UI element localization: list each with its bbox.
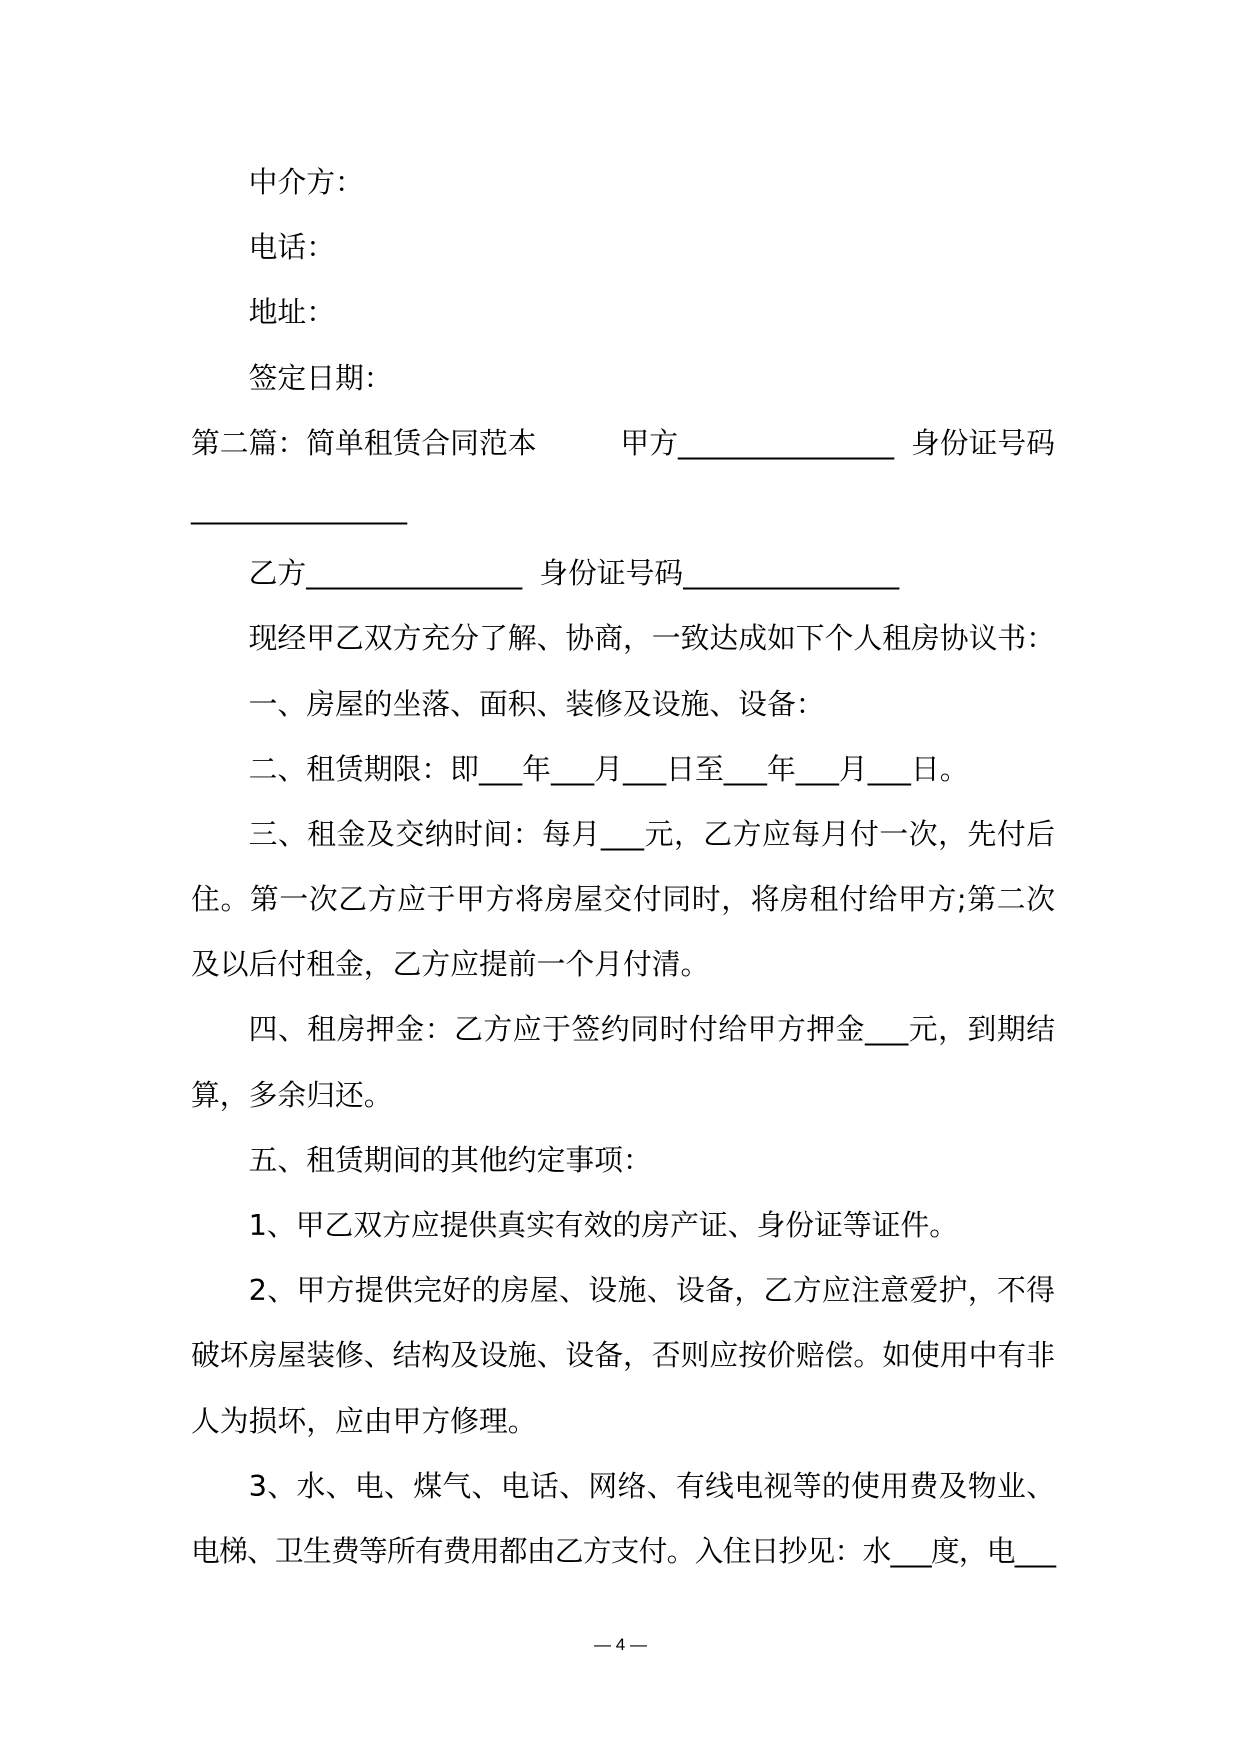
clause-3-line: 住。第一次乙方应于甲方将房屋交付同时，将房租付给甲方;第二次	[191, 882, 1055, 917]
clause-5-item-2-line: 2、甲方提供完好的房屋、设施、设备，乙方应注意爱护，不得	[248, 1273, 1055, 1308]
clause-5-item-2-line: 人为损坏，应由甲方修理。	[191, 1403, 537, 1438]
party-a-fields	[620, 411, 1055, 476]
clause-5-item-3-line: 3、水、电、煤气、电话、网络、有线电视等的使用费及物业、	[248, 1468, 1055, 1503]
section-two-title: 第二篇：简单租赁合同范本	[191, 425, 537, 460]
sign-date-label: 签定日期：	[248, 360, 393, 395]
clause-1: 一、房屋的坐落、面积、装修及设施、设备：	[248, 686, 825, 721]
party-a-id-line	[191, 476, 1055, 541]
document-body	[191, 150, 1055, 1584]
phone-label: 电话：	[248, 230, 335, 265]
party-a-id-blank: _______________	[191, 490, 407, 525]
clause-4-line: 算，多余归还。	[191, 1077, 393, 1112]
clause-5-item-2-line: 破坏房屋装修、结构及设施、设备，否则应按价赔偿。如使用中有非	[191, 1338, 1055, 1373]
party-b-line	[191, 541, 1055, 606]
party-b-name-blank: _______________	[306, 556, 523, 591]
clause-4-line: 四、租房押金：乙方应于签约同时付给甲方押金___元，到期结	[248, 1012, 1055, 1047]
party-b-label: 乙方	[248, 556, 307, 591]
party-a-name-blank: _______________	[678, 425, 894, 460]
party-a-id-label: 身份证号码	[911, 425, 1055, 460]
intermediary-label: 中介方：	[248, 165, 364, 199]
address-label: 地址：	[248, 295, 335, 330]
agreement-intro: 现经甲乙双方充分了解、协商，一致达成如下个人租房协议书：	[248, 621, 1055, 656]
clause-5-heading: 五、租赁期间的其他约定事项：	[248, 1142, 652, 1177]
party-a-label: 甲方	[620, 425, 679, 460]
page-number: — 4 —	[594, 1635, 647, 1654]
clause-5-item-3-line: 电梯、卫生费等所有费用都由乙方支付。入住日抄见：水___度，电___	[191, 1533, 1055, 1568]
clause-3-line: 三、租金及交纳时间：每月___元，乙方应每月付一次，先付后	[248, 816, 1055, 851]
party-b-id-label: 身份证号码	[539, 556, 684, 591]
section-two-heading-line	[191, 411, 1055, 476]
clause-2: 二、租赁期限：即___年___月___日至___年___月___日。	[248, 751, 969, 786]
clause-3-line: 及以后付租金，乙方应提前一个月付清。	[191, 947, 710, 982]
clause-5-item-1-line: 1、甲乙双方应提供真实有效的房产证、身份证等证件。	[248, 1208, 959, 1242]
party-b-id-blank: _______________	[683, 556, 900, 591]
